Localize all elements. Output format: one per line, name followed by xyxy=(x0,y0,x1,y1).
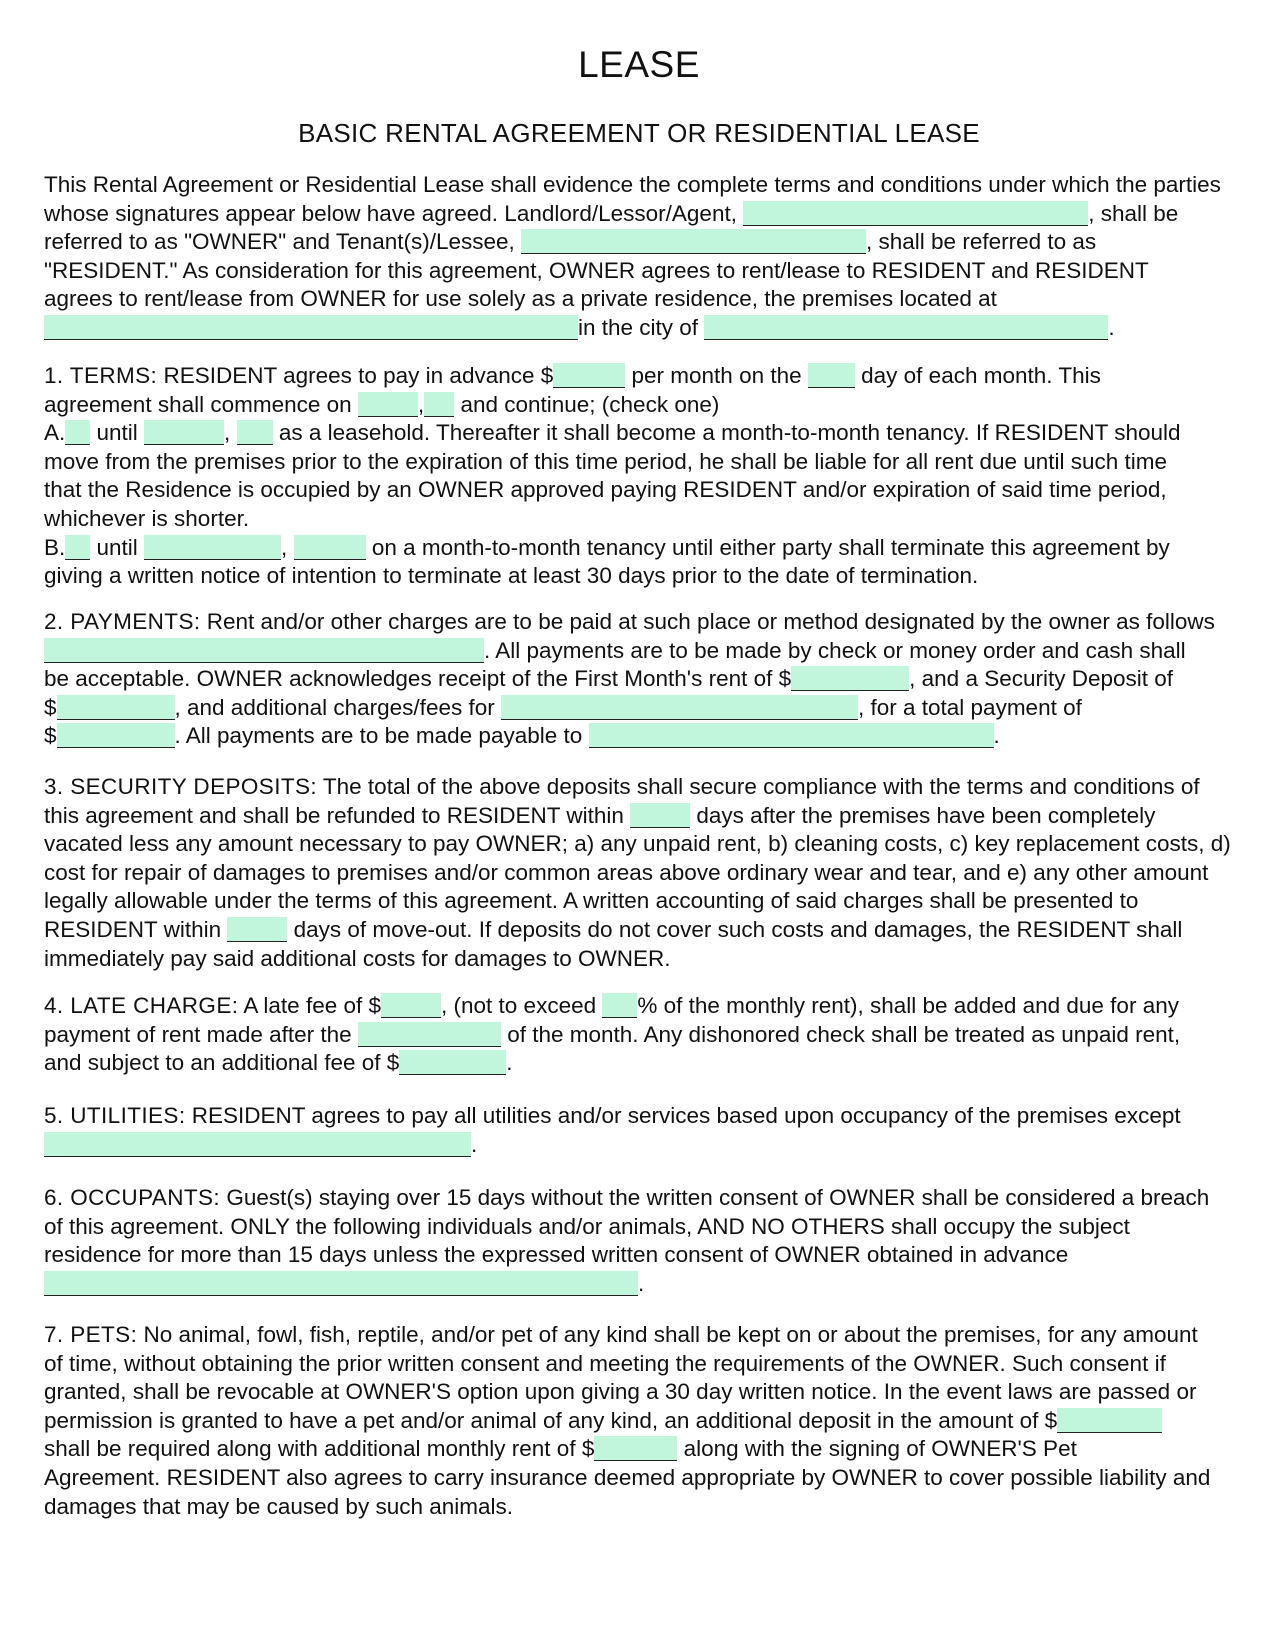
occupants-text: of this agreement. ONLY the following individuals and/or animals, AND NO OTHERS shall occupy the subject xyxy=(44,1213,1130,1239)
late-text: payment of rent made after the xyxy=(44,1021,358,1047)
document-subtitle: BASIC RENTAL AGREEMENT OR RESIDENTIAL LEASE xyxy=(298,118,980,148)
intro-text: . xyxy=(1108,314,1115,340)
pets-text: shall be required along with additional monthly rent of $ xyxy=(44,1436,595,1462)
payments-text: , for a total payment of xyxy=(857,694,1082,720)
terms-text: move from the premises prior to the expiration of this time period, he shall be liable for all rent due until such time xyxy=(44,448,1168,474)
terms-text: agreement shall commence on xyxy=(44,391,358,417)
terms-text: as a leasehold. Thereafter it shall become a month-to-month tenancy. If RESIDENT should xyxy=(272,420,1181,446)
security-text: this agreement and shall be refunded to RESIDENT within xyxy=(44,802,631,828)
accounting-days-field[interactable] xyxy=(227,917,287,942)
payable-to-field[interactable] xyxy=(589,723,994,748)
pets-text: granted, shall be revocable at OWNER'S option upon giving a 30 day written notice. In the event laws are passed or xyxy=(44,1379,1197,1405)
premises-address-field[interactable] xyxy=(44,315,578,340)
security-heading: 3. SECURITY DEPOSITS: xyxy=(44,774,318,799)
late-fee-percent-field[interactable] xyxy=(602,993,637,1018)
due-day-field[interactable] xyxy=(808,363,855,388)
city-field[interactable] xyxy=(704,315,1108,340)
option-b-year-field[interactable] xyxy=(294,535,366,560)
option-a-year-field[interactable] xyxy=(237,420,273,445)
security-deposit-field[interactable] xyxy=(57,695,175,720)
occupants-heading: 6. OCCUPANTS: xyxy=(44,1185,221,1210)
late-text: and subject to an additional fee of $ xyxy=(44,1050,400,1076)
security-deposits-section xyxy=(44,773,1234,973)
terms-text: day of each month. This xyxy=(854,363,1101,388)
late-heading: 4. LATE CHARGE: xyxy=(44,993,239,1018)
payments-text: . All payments are to be made by check or money order and cash shall xyxy=(484,637,1186,663)
security-text: days of move-out. If deposits do not cover such costs and damages, the RESIDENT shall xyxy=(287,916,1183,942)
pets-text: No animal, fowl, fish, reptile, and/or pet of any kind shall be kept on or about the premises, for any amount xyxy=(137,1322,1198,1347)
option-a-until-date-field[interactable] xyxy=(144,420,224,445)
security-text: days after the premises have been completely xyxy=(690,802,1156,828)
intro-text: , shall be referred to as xyxy=(866,229,1097,255)
additional-charges-field[interactable] xyxy=(501,695,858,720)
monthly-rent-field[interactable] xyxy=(553,363,625,388)
occupants-list-field[interactable] xyxy=(44,1271,638,1296)
security-text: The total of the above deposits shall secure compliance with the terms and conditions of xyxy=(317,774,1200,799)
intro-text: "RESIDENT." As consideration for this agreement, OWNER agrees to rent/lease to RESIDENT and RESIDENT xyxy=(44,257,1149,283)
pets-text: Agreement. RESIDENT also agrees to carry insurance deemed appropriate by OWNER to cover possible liability and xyxy=(44,1464,1211,1490)
terms-text: until xyxy=(90,534,145,560)
late-text: A late fee of $ xyxy=(238,993,382,1018)
intro-text: whose signatures appear below have agreed. Landlord/Lessor/Agent, xyxy=(44,200,744,226)
occupants-section xyxy=(44,1184,1234,1298)
payments-text: , and a Security Deposit of xyxy=(909,666,1174,692)
late-text: . xyxy=(506,1050,513,1076)
terms-text: on a month-to-month tenancy until either party shall terminate this agreement by xyxy=(365,534,1170,560)
late-text: of the month. Any dishonored check shall be treated as unpaid rent, xyxy=(500,1021,1181,1047)
terms-text: , xyxy=(417,391,425,417)
pets-text: along with the signing of OWNER'S Pet xyxy=(677,1436,1077,1462)
pets-text: permission is granted to have a pet and/or animal of any kind, an additional deposit in the amount of $ xyxy=(44,1407,1058,1433)
landlord-name-field[interactable] xyxy=(743,201,1088,226)
option-b-until-date-field[interactable] xyxy=(144,535,281,560)
late-text: , (not to exceed xyxy=(441,993,603,1018)
security-text: vacated less any amount necessary to pay OWNER; a) any unpaid rent, b) cleaning costs, c) key replacement costs, d) xyxy=(44,831,1231,857)
total-payment-field[interactable] xyxy=(57,723,175,748)
occupants-text: residence for more than 15 days unless the expressed written consent of OWNER obtained in advance xyxy=(44,1242,1069,1268)
late-text: % of the monthly rent), shall be added and due for any xyxy=(637,993,1179,1018)
dishonored-check-fee-field[interactable] xyxy=(399,1050,506,1075)
payments-text: be acceptable. OWNER acknowledges receipt of the First Month's rent of $ xyxy=(44,666,792,692)
terms-section xyxy=(44,362,1234,591)
refund-days-field[interactable] xyxy=(630,803,690,828)
late-charge-section xyxy=(44,992,1234,1078)
pets-text: damages that may be caused by such animals. xyxy=(44,1493,514,1519)
first-month-rent-field[interactable] xyxy=(791,666,909,691)
utilities-section xyxy=(44,1102,1234,1159)
payments-section xyxy=(44,608,1234,751)
terms-text: , xyxy=(281,534,294,560)
late-fee-field[interactable] xyxy=(381,993,441,1018)
utilities-exceptions-field[interactable] xyxy=(44,1132,471,1157)
security-text: cost for repair of damages to premises and/or common areas above ordinary wear and tear, and e) any other amount xyxy=(44,859,1209,885)
pets-text: of time, without obtaining the prior written consent and meeting the requirements of the OWNER. Such consent if xyxy=(44,1350,1166,1376)
payments-text: , and additional charges/fees for xyxy=(174,694,501,720)
security-text: legally allowable under the terms of this agreement. A written accounting of said charges shall be presented to xyxy=(44,888,1139,914)
document-title: LEASE xyxy=(578,44,700,85)
option-b-checkbox[interactable] xyxy=(65,535,90,560)
commence-date-field[interactable] xyxy=(358,392,418,417)
terms-heading: 1. TERMS: xyxy=(44,363,158,388)
tenant-name-field[interactable] xyxy=(521,229,866,254)
payments-text: . All payments are to be made payable to xyxy=(174,723,589,749)
payments-text: $ xyxy=(44,694,57,720)
intro-text: agrees to rent/lease from OWNER for use solely as a private residence, the premises located at xyxy=(44,286,997,312)
occupants-text: Guest(s) staying over 15 days without the written consent of OWNER shall be considered a breach xyxy=(220,1185,1210,1210)
terms-text: that the Residence is occupied by an OWNER approved paying RESIDENT and/or expiration of said time period, xyxy=(44,477,1167,503)
intro-paragraph xyxy=(44,171,1234,343)
payments-heading: 2. PAYMENTS: xyxy=(44,609,201,634)
terms-text: giving a written notice of intention to terminate at least 30 days prior to the date of termination. xyxy=(44,563,979,589)
option-a-checkbox[interactable] xyxy=(65,420,90,445)
payment-method-field[interactable] xyxy=(44,638,484,663)
intro-text: referred to as "OWNER" and Tenant(s)/Lessee, xyxy=(44,229,522,255)
pets-heading: 7. PETS: xyxy=(44,1322,138,1347)
pet-deposit-field[interactable] xyxy=(1057,1408,1162,1433)
utilities-text: RESIDENT agrees to pay all utilities and/or services based upon occupancy of the premises except xyxy=(185,1103,1181,1128)
intro-text: , shall be xyxy=(1088,200,1179,226)
utilities-heading: 5. UTILITIES: xyxy=(44,1103,186,1128)
late-after-day-field[interactable] xyxy=(358,1022,501,1047)
utilities-text: . xyxy=(471,1131,478,1157)
terms-text: per month on the xyxy=(625,363,808,388)
payments-text: $ xyxy=(44,723,57,749)
pets-section xyxy=(44,1321,1234,1521)
terms-text: and continue; (check one) xyxy=(454,391,720,417)
terms-text: RESIDENT agrees to pay in advance $ xyxy=(157,363,554,388)
commence-year-field[interactable] xyxy=(424,392,454,417)
intro-text: in the city of xyxy=(578,314,705,340)
terms-text: until xyxy=(90,420,145,446)
terms-text: whichever is shorter. xyxy=(44,505,250,531)
intro-text: This Rental Agreement or Residential Lease shall evidence the complete terms and conditions under which the parties xyxy=(44,172,1221,197)
terms-text: , xyxy=(224,420,237,446)
security-text: immediately pay said additional costs for damages to OWNER. xyxy=(44,945,671,971)
occupants-text: . xyxy=(638,1270,645,1296)
pet-monthly-rent-field[interactable] xyxy=(594,1436,677,1461)
option-a-label: A. xyxy=(44,420,66,446)
payments-text: . xyxy=(993,723,1000,749)
payments-text: Rent and/or other charges are to be paid at such place or method designated by the owner as follows xyxy=(200,609,1215,634)
security-text: RESIDENT within xyxy=(44,916,228,942)
option-b-label: B. xyxy=(44,534,66,560)
